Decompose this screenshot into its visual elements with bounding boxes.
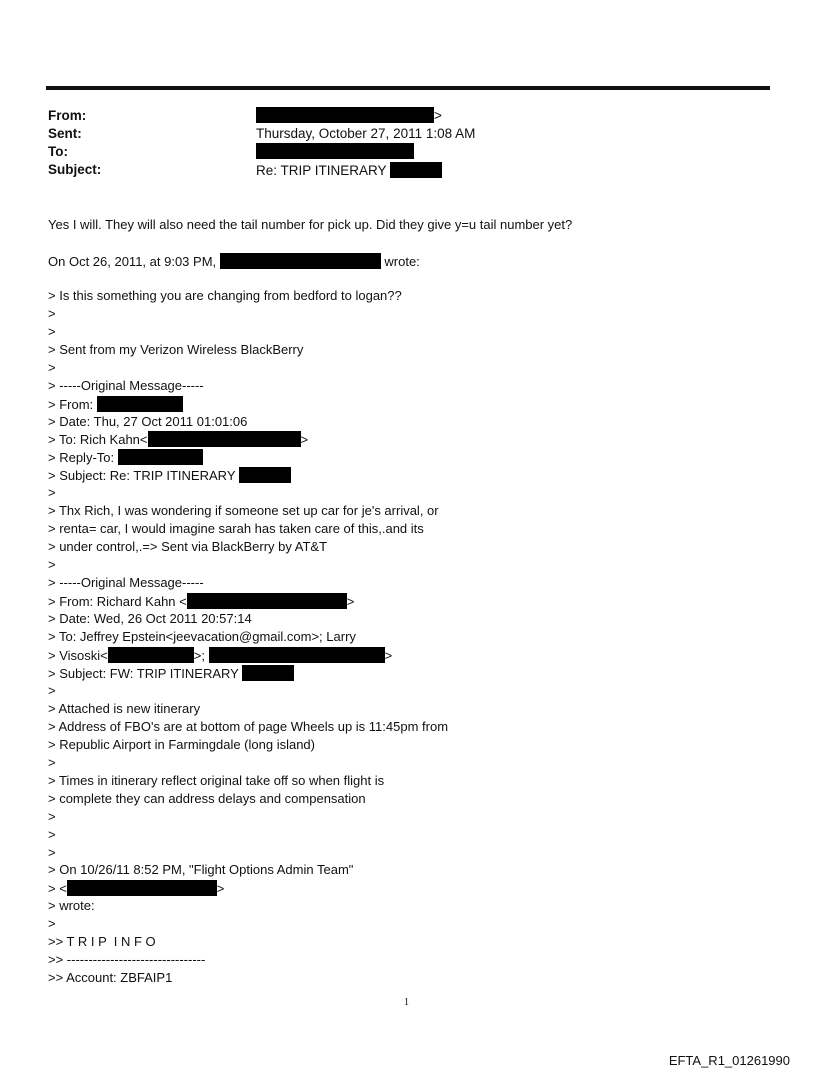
- subject-value: [256, 162, 442, 178]
- quote-line: > -----Original Message-----: [48, 575, 204, 590]
- bates-number: EFTA_R1_01261990: [668, 1053, 790, 1068]
- quote-line: > Attached is new itinerary: [48, 701, 201, 716]
- quote-line: [48, 647, 392, 663]
- quote-subject2: > Subject: FW: TRIP ITINERARY: [48, 666, 239, 681]
- redaction-box: [187, 593, 347, 609]
- quote-lt: > <: [48, 881, 67, 896]
- quote-line: > Is this something you are changing from bedford to logan??: [48, 288, 402, 303]
- quote-line: > Sent from my Verizon Wireless BlackBerry: [48, 342, 304, 357]
- quote-line: > Thx Rich, I was wondering if someone set up car for je's arrival, or: [48, 503, 439, 518]
- quote-line: [48, 396, 183, 412]
- from-value: [256, 107, 442, 123]
- quote-from2-suffix: >: [346, 594, 355, 609]
- quote-line: >: [48, 360, 56, 375]
- quote-line: [48, 431, 308, 447]
- quote-visoski-mid: >;: [193, 648, 205, 663]
- quote-line: >: [48, 683, 56, 698]
- quote-visoski: > Visoski<: [48, 648, 108, 663]
- quote-from: > From:: [48, 397, 94, 412]
- quote-reply-to: > Reply-To:: [48, 450, 115, 465]
- quote-line: > Date: Wed, 26 Oct 2011 20:57:14: [48, 611, 252, 626]
- quote-line: [48, 449, 203, 465]
- header-rule: [46, 86, 770, 90]
- subject-label: Subject:: [48, 162, 102, 177]
- from-label: From:: [48, 108, 87, 123]
- redaction-box: [108, 647, 194, 663]
- redaction-box: [97, 396, 183, 412]
- quote-line: >: [48, 827, 56, 842]
- quote-line: >: [48, 324, 56, 339]
- to-label: To:: [48, 144, 68, 159]
- redaction-box: [256, 143, 414, 159]
- to-value: [256, 143, 414, 159]
- quote-line: > wrote:: [48, 898, 95, 913]
- quote-to: > To: Rich Kahn<: [48, 432, 148, 447]
- quote-line: > -----Original Message-----: [48, 378, 204, 393]
- redaction-box: [118, 449, 203, 465]
- quote-to-suffix: >: [300, 432, 309, 447]
- quote-lt-suffix: >: [216, 881, 225, 896]
- quote-line: >: [48, 916, 56, 931]
- quote-line: [48, 665, 294, 681]
- quote-line: >: [48, 557, 56, 572]
- redaction-box: [220, 253, 381, 269]
- quote-line: > Address of FBO's are at bottom of page Wheels up is 11:45pm from: [48, 719, 449, 734]
- redaction-box: [390, 162, 442, 178]
- quote-line: [48, 593, 354, 609]
- quote-subject: > Subject: Re: TRIP ITINERARY: [48, 468, 236, 483]
- from-suffix: >: [434, 108, 442, 123]
- on-wrote-line: [48, 253, 420, 269]
- quote-line: > Date: Thu, 27 Oct 2011 01:01:06: [48, 414, 248, 429]
- redaction-box: [256, 107, 434, 123]
- quote-line: > Republic Airport in Farmingdale (long island): [48, 737, 315, 752]
- quote-line: > under control,.=> Sent via BlackBerry by AT&T: [48, 539, 328, 554]
- quote-line: [48, 880, 224, 896]
- quote-line: > complete they can address delays and compensation: [48, 791, 366, 806]
- quote-line: >> T R I P I N F O: [48, 934, 156, 949]
- quote-from2: > From: Richard Kahn <: [48, 594, 187, 609]
- redaction-box: [148, 431, 301, 447]
- quote-line: >> --------------------------------: [48, 952, 206, 967]
- on-prefix: On Oct 26, 2011, at 9:03 PM,: [48, 254, 217, 269]
- quote-line: > To: Jeffrey Epstein<jeevacation@gmail.com>; Larry: [48, 629, 356, 644]
- redaction-box: [239, 467, 291, 483]
- reply-text: Yes I will. They will also need the tail number for pick up. Did they give y=u tail number yet?: [48, 217, 573, 232]
- quote-line: > On 10/26/11 8:52 PM, "Flight Options Admin Team": [48, 862, 354, 877]
- quote-line: > Times in itinerary reflect original take off so when flight is: [48, 773, 385, 788]
- quote-line: [48, 467, 291, 483]
- on-suffix: wrote:: [384, 254, 420, 269]
- redaction-box: [67, 880, 217, 896]
- quote-line: > renta= car, I would imagine sarah has taken care of this,.and its: [48, 521, 424, 536]
- quote-line: >: [48, 485, 56, 500]
- subject-text: Re: TRIP ITINERARY: [256, 163, 387, 178]
- quote-line: >> Account: ZBFAIP1: [48, 970, 173, 985]
- quote-line: >: [48, 845, 56, 860]
- quote-line: >: [48, 755, 56, 770]
- sent-label: Sent:: [48, 126, 82, 141]
- quote-line: >: [48, 809, 56, 824]
- redaction-box: [209, 647, 385, 663]
- redaction-box: [242, 665, 294, 681]
- page-number: 1: [404, 997, 409, 1008]
- quote-visoski-suffix: >: [384, 648, 393, 663]
- sent-value: Thursday, October 27, 2011 1:08 AM: [256, 126, 476, 141]
- quote-line: >: [48, 306, 56, 321]
